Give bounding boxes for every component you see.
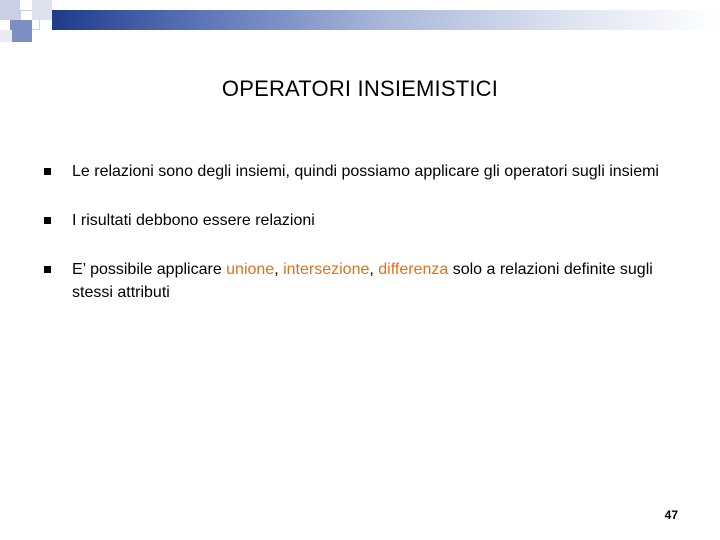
- bullet-text: I risultati debbono essere relazioni: [72, 212, 315, 229]
- deco-square: [0, 30, 12, 42]
- bullet-item: [40, 160, 680, 183]
- bullet-list: [40, 160, 680, 330]
- square-bullet-icon: [44, 266, 51, 273]
- highlight-intersezione: intersezione: [283, 261, 370, 278]
- bullet-item: [40, 258, 680, 304]
- header-gradient-band: [52, 10, 720, 30]
- bullet-text-segment: ,: [369, 261, 379, 278]
- square-bullet-icon: [44, 217, 51, 224]
- header-decoration: [0, 0, 720, 50]
- deco-square: [32, 0, 52, 20]
- deco-square: [10, 20, 32, 42]
- bullet-text-segment: ,: [274, 261, 284, 278]
- slide-title: OPERATORI INSIEMISTICI: [221, 76, 499, 101]
- highlight-differenza: differenza: [378, 261, 449, 278]
- bullet-text-segment: E’ possibile applicare: [72, 261, 227, 278]
- bullet-text-segment: solo a relazioni definite sugli stessi attributi: [72, 261, 653, 301]
- deco-square: [0, 0, 20, 20]
- page-number: 47: [664, 508, 678, 522]
- highlight-unione: unione: [226, 261, 275, 278]
- bullet-text: [72, 261, 653, 301]
- square-bullet-icon: [44, 168, 51, 175]
- bullet-text: Le relazioni sono degli insiemi, quindi possiamo applicare gli operatori sugli insiemi: [72, 163, 659, 180]
- bullet-item: [40, 209, 680, 232]
